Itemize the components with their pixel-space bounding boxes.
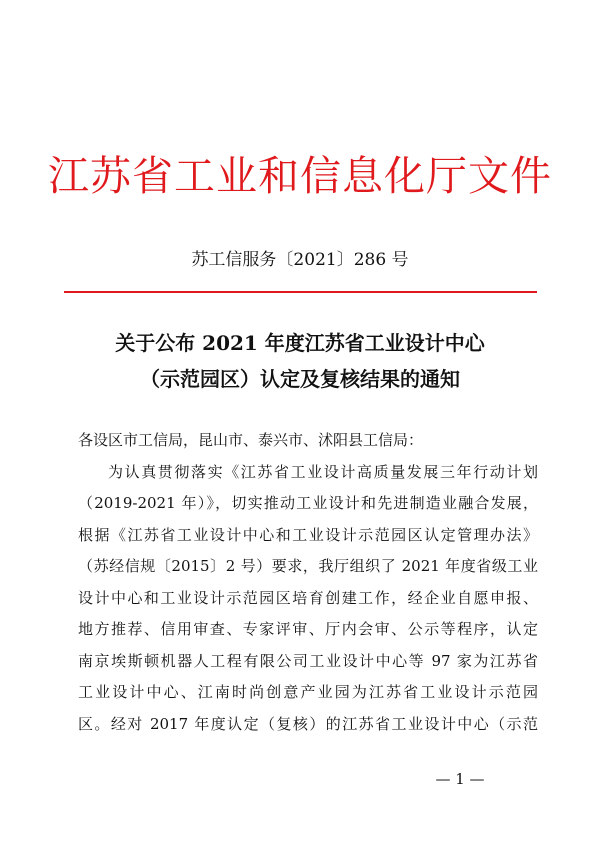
body-line: 为认真贯彻落实《江苏省工业设计高质量发展三年行动计划 [108,462,538,481]
addressee-line: 各设区市工信局，昆山市、泰兴市、沭阳县工信局： [78,431,424,449]
body-line: 区。经对 2017 年度认定（复核）的江苏省工业设计中心（示范 [78,714,538,733]
body-line: 地方推荐、信用审查、专家评审、厅内会审、公示等程序，认定 [78,620,538,638]
body-line: 设计中心和工业设计示范园区培育创建工作，经企业自愿申报、 [78,588,538,607]
body-line: 工业设计中心、江南时尚创意产业园为江苏省工业设计示范园 [78,683,538,701]
body-line: （2019-2021 年）》，切实推动工业设计和先进制造业融合发展， [78,494,538,512]
masthead-title: 江苏省工业和信息化厅文件 [48,152,552,200]
body-line: 南京埃斯顿机器人工程有限公司工业设计中心等 97 家为江苏省 [78,651,538,670]
body-line: （苏经信规〔2015〕2 号）要求，我厅组织了 2021 年度省级工业 [78,557,538,575]
body-line: 根据《江苏省工业设计中心和工业设计示范园区认定管理办法》 [78,525,538,544]
page-number: — 1 — [435,770,485,788]
notice-title-line-1: 关于公布 2021 年度江苏省工业设计中心 [115,331,485,355]
notice-body [78,425,538,740]
document-number: 苏工信服务〔2021〕286 号 [191,250,409,270]
red-divider-line [64,291,537,293]
notice-title-line-2: （示范园区）认定及复核结果的通知 [140,367,460,391]
